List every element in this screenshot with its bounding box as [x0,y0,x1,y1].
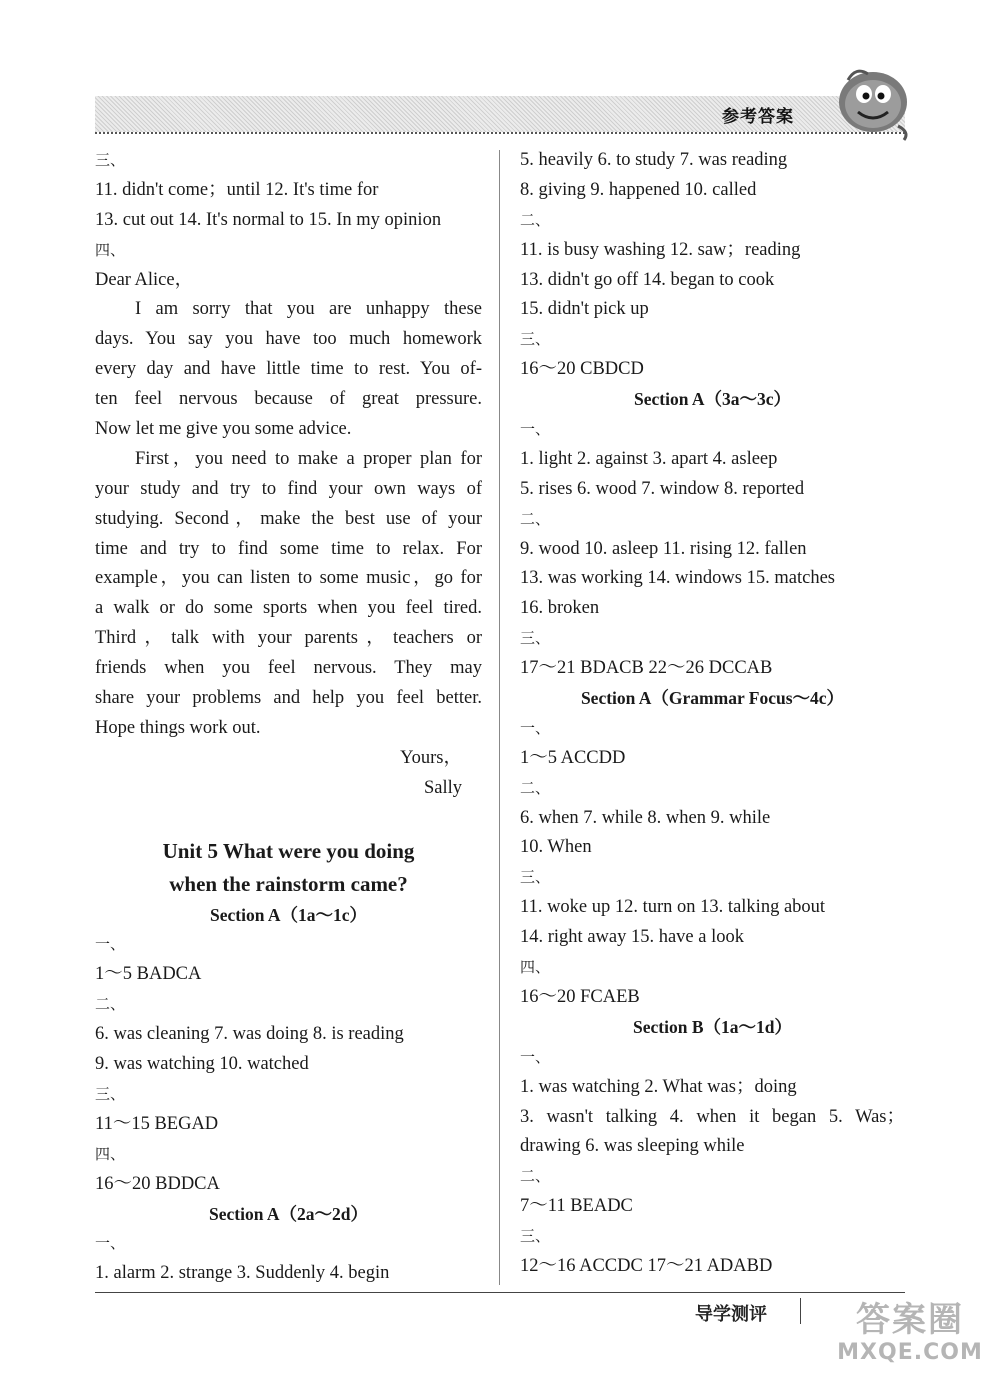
part-label: 一、 [520,718,551,737]
page-title: 参考答案 [722,107,794,127]
part-label: 三、 [95,151,126,169]
part-label: 三、 [95,1084,126,1103]
answer-line: 7～11 BEADC [520,1196,633,1217]
part-label: 一、 [520,420,551,439]
part-label: 三、 [520,629,551,648]
part-label: 四、 [95,1144,126,1163]
answer-line: 13. didn't go off 14. began to cook [520,269,775,290]
answer-line: 13. cut out 14. It's normal to 15. In my opinion [95,209,442,230]
part-label: 一、 [520,1047,551,1066]
answer-line: every day and have little time to rest. You of- [95,359,482,380]
answer-line: 17～21 BDACB 22～26 DCCAB [520,658,773,679]
section-heading: Section A（1a～1c） [209,904,367,925]
part-label: 三、 [520,868,551,887]
section-heading: Section B（1a～1d） [633,1016,792,1037]
answer-line: drawing 6. was sleeping while [520,1136,745,1157]
answer-line: 3. wasn't talking 4. when it began 5. Was； [520,1106,905,1127]
answer-line: Dear Alice， [95,269,194,290]
answer-line: time and try to find some time to relax. For [95,538,482,559]
section-heading: Section A（Grammar Focus～4c） [580,688,845,709]
answer-line: 10. When [520,837,592,858]
part-label: 一、 [95,935,126,954]
answer-line: friends when you feel nervous. They may [95,658,482,679]
unit-title: Unit 5 What were you doing [162,838,415,863]
part-label: 二、 [520,1167,551,1186]
footer-divider [95,1292,905,1293]
answer-line: 8. giving 9. happened 10. called [520,179,757,200]
answer-line: share your problems and help you feel better. [95,688,482,709]
mascot-icon [828,62,918,142]
answer-line: 12～16 ACCDC 17～21 ADABD [520,1255,773,1276]
answer-line: 15. didn't pick up [520,299,649,320]
answer-line: 11～15 BEGAD [95,1113,219,1134]
left-column [95,146,482,1289]
footer-brand: 导学测评 [695,1304,767,1325]
answer-line: ten feel nervous because of great pressure. [95,389,482,410]
part-label: 二、 [520,210,551,229]
answer-line: 1. light 2. against 3. apart 4. asleep [520,448,778,469]
part-label: 四、 [520,958,551,977]
answer-line: your study and try to find your own ways of [95,478,482,499]
header-divider [95,132,905,134]
answer-line: Third，talk with your parents，teachers or [95,628,482,649]
answer-line: a walk or do some sports when you feel tired. [95,598,482,619]
answer-line: 16～20 CBDCD [520,359,644,380]
part-label: 二、 [520,509,551,528]
answer-line: 1. was watching 2. What was；doing [520,1076,797,1097]
answer-line: example，you can listen to some music，go for [95,568,482,589]
answer-line: 1～5 ACCDD [520,747,626,768]
answer-line: Yours， [400,747,462,768]
answer-line: 16～20 BDDCA [95,1173,220,1194]
unit-title: when the rainstorm came? [169,871,408,896]
part-label: 二、 [520,778,551,797]
answer-line: Hope things work out. [95,717,261,738]
part-label: 二、 [95,995,126,1014]
watermark-url: MXQE.COM [837,1340,983,1365]
part-label: 四、 [95,240,126,259]
section-heading: Section A（3a～3c） [633,389,791,410]
part-label: 三、 [520,330,551,349]
answer-line: I am sorry that you are unhappy these [135,299,482,320]
part-label: 一、 [95,1234,126,1253]
watermark-text: 答案圈 [856,1300,964,1340]
section-heading: Section A（2a～2d） [209,1203,368,1224]
answer-line: Sally [423,777,462,798]
answer-line: 11. woke up 12. turn on 13. talking about [520,897,826,918]
answer-line: 1～5 BADCA [95,964,202,985]
answer-line: 16～20 FCAEB [520,986,640,1007]
answer-line: 13. was working 14. windows 15. matches [520,568,835,589]
answer-line: 6. was cleaning 7. was doing 8. is reading [95,1024,404,1045]
answer-line: 11. is busy washing 12. saw；reading [520,239,801,260]
part-label: 三、 [520,1227,551,1246]
answer-line: 9. wood 10. asleep 11. rising 12. fallen [520,538,807,559]
spacer [95,804,482,835]
answer-line: 16. broken [520,598,600,619]
answer-line: 5. rises 6. wood 7. window 8. reported [520,478,805,499]
answer-line: 11. didn't come；until 12. It's time for [95,179,379,200]
watermark [830,1300,990,1366]
column-divider [499,150,500,1285]
answer-line: 9. was watching 10. watched [95,1054,309,1075]
answer-line: 1. alarm 2. strange 3. Suddenly 4. begin [95,1263,390,1284]
answer-line: 5. heavily 6. to study 7. was reading [520,150,788,170]
answer-line: Now let me give you some advice. [95,419,352,440]
right-column [520,146,905,1282]
footer-separator [800,1298,801,1324]
answer-line: First，you need to make a proper plan for [135,448,482,469]
answer-line: days. You say you have too much homework [95,329,482,350]
answer-line: 14. right away 15. have a look [520,927,744,948]
answer-line: studying. Second，make the best use of your [95,508,482,529]
answer-line: 6. when 7. while 8. when 9. while [520,807,771,828]
